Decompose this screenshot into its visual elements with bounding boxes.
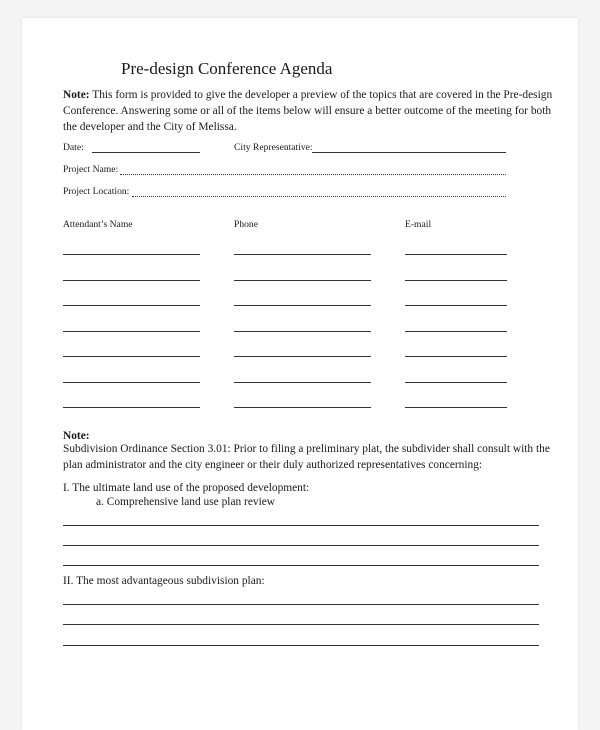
attendee-name-field[interactable] — [63, 407, 200, 408]
column-header-phone: Phone — [234, 219, 258, 230]
project-name-field[interactable] — [120, 174, 506, 175]
attendee-phone-field[interactable] — [234, 254, 371, 255]
date-label: Date: — [63, 142, 84, 153]
attendee-email-field[interactable] — [405, 382, 507, 383]
section-2-answer-line[interactable] — [63, 645, 539, 646]
section-1-heading: I. The ultimate land use of the proposed development: — [63, 482, 310, 494]
intro-note-text: This form is provided to give the developer a preview of the topics that are covered in the Pre-design Conference. Answering some or all of the items below will ensure a better outcome of the meeting for both the developer and the City of Melissa. — [63, 89, 553, 134]
city-representative-label: City Representative: — [234, 142, 313, 153]
attendee-email-field[interactable] — [405, 280, 507, 281]
note2-label: Note: — [63, 430, 90, 442]
section-2-answer-line[interactable] — [63, 624, 539, 625]
page-title: Pre-design Conference Agenda — [121, 59, 333, 78]
section-1-answer-line[interactable] — [63, 525, 539, 526]
attendee-name-field[interactable] — [63, 305, 200, 306]
section-2-heading: II. The most advantageous subdivision plan: — [63, 575, 265, 587]
project-location-field[interactable] — [132, 196, 506, 197]
attendee-email-field[interactable] — [405, 407, 507, 408]
section-1-answer-line[interactable] — [63, 545, 539, 546]
attendee-phone-field[interactable] — [234, 280, 371, 281]
section-1-subitem: a. Comprehensive land use plan review — [96, 496, 276, 508]
attendee-name-field[interactable] — [63, 254, 200, 255]
note2-text: Subdivision Ordinance Section 3.01: Prior to filing a preliminary plat, the subdivider shall consult with the plan administrator and the city engineer or their duly authorized representatives concerning: — [63, 443, 550, 471]
intro-note-label: Note: — [63, 89, 90, 101]
attendee-phone-field[interactable] — [234, 382, 371, 383]
section-2-answer-line[interactable] — [63, 604, 539, 605]
attendee-email-field[interactable] — [405, 331, 507, 332]
project-name-label: Project Name: — [63, 164, 119, 175]
column-header-name: Attendant’s Name — [63, 219, 133, 230]
attendee-phone-field[interactable] — [234, 407, 371, 408]
attendee-phone-field[interactable] — [234, 356, 371, 357]
city-representative-field[interactable] — [312, 152, 506, 153]
attendee-name-field[interactable] — [63, 356, 200, 357]
attendee-email-field[interactable] — [405, 356, 507, 357]
project-location-label: Project Location: — [63, 186, 130, 197]
attendee-name-field[interactable] — [63, 331, 200, 332]
intro-note — [63, 87, 563, 136]
column-header-email: E-mail — [405, 219, 432, 230]
section-1-answer-line[interactable] — [63, 565, 539, 566]
attendee-phone-field[interactable] — [234, 331, 371, 332]
date-field[interactable] — [92, 152, 200, 153]
attendee-name-field[interactable] — [63, 382, 200, 383]
attendee-name-field[interactable] — [63, 280, 200, 281]
attendee-email-field[interactable] — [405, 254, 507, 255]
attendee-phone-field[interactable] — [234, 305, 371, 306]
attendee-email-field[interactable] — [405, 305, 507, 306]
